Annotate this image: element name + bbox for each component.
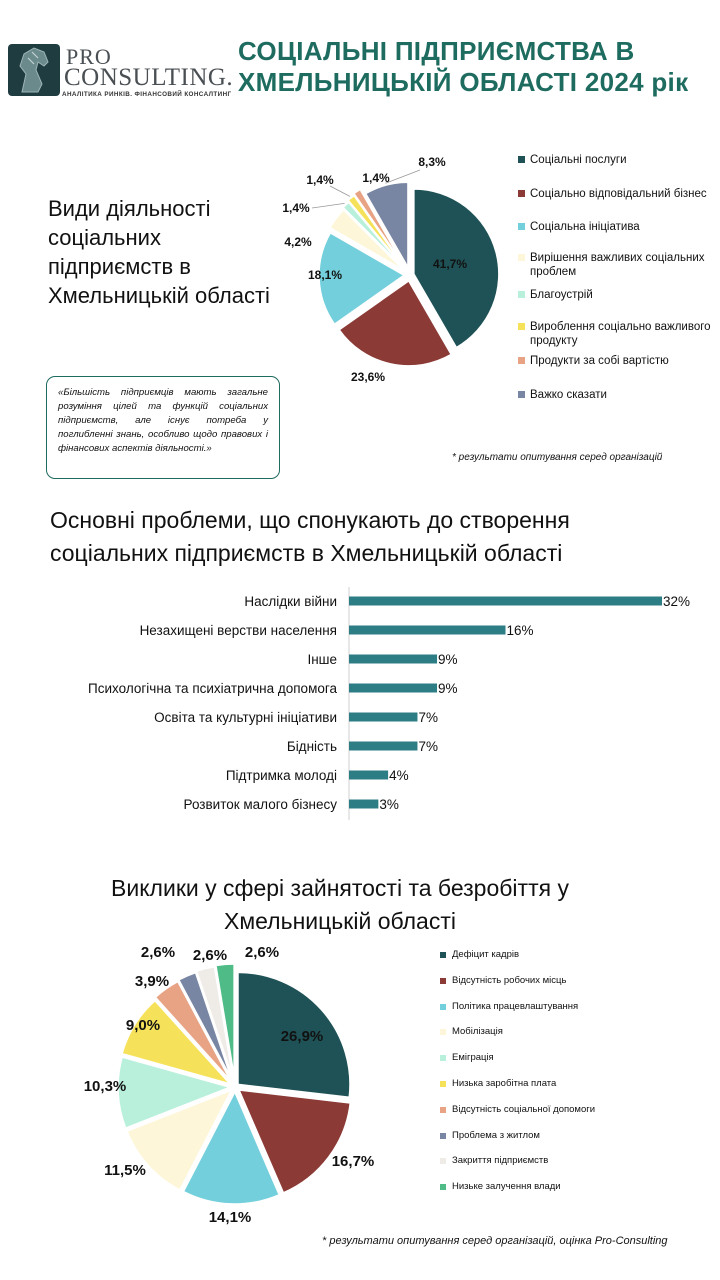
legend-item [518,388,607,402]
legend-label: Низьке залучення влади [452,1181,561,1193]
horse-logo-icon [8,44,60,96]
page-header [0,0,720,110]
pie-data-label: 3,9% [134,973,170,990]
pie-data-label: 23,6% [350,370,386,384]
legend-label: Важко сказати [530,389,607,401]
legend-label: Соціально відповідальний бізнес [530,188,707,200]
employment-challenges-legend [440,949,700,1207]
legend-swatch [440,1158,446,1164]
legend-swatch [440,1184,446,1190]
bar-value-label: 7% [418,739,438,754]
legend-swatch [518,391,525,398]
bar-category-label: Психологічна та психіатрична допомога [88,681,337,696]
bar-value-label: 9% [438,681,458,696]
legend-label: Мобілізація [452,1026,503,1038]
bar-category-label: Інше [307,652,337,667]
pie-leader-line [312,203,345,208]
legend-label: Еміграція [452,1052,494,1064]
legend-item [440,1155,700,1181]
legend-swatch [440,1055,446,1061]
logo-text-pro: PRO [66,44,112,69]
bar-value-label: 3% [379,797,399,812]
legend-item [518,354,669,368]
legend-swatch [440,952,446,958]
logo-tagline: АНАЛІТИКА РИНКІВ. ФІНАНСОВИЙ КОНСАЛТИНГ [62,91,232,98]
section2-title: Основні проблеми, що спонукають до створення соціальних підприємств в Хмельницькій області [50,507,570,566]
legend-swatch [440,978,446,984]
legend-label: Вирішення важливих соціальних проблем [530,252,705,278]
pie-data-label: 1,4% [362,171,390,185]
bar [349,626,506,635]
bar [349,684,437,693]
logo-text-consulting: CONSULTING. [64,64,234,91]
pie-data-label: 8,3% [418,155,446,169]
pie-leader-line [386,170,420,183]
bar-value-label: 16% [506,623,534,638]
legend-swatch [518,357,525,364]
legend-swatch [440,1081,446,1087]
legend-label: Відсутність соціальної допомоги [452,1103,596,1115]
legend-item [440,1026,700,1052]
legend-label: Закриття підприємств [452,1155,549,1167]
bar-value-label: 32% [663,594,691,609]
pie-data-label: 41,7% [432,257,468,271]
bar-category-label: Розвиток малого бізнесу [183,797,337,812]
legend-swatch [518,156,525,163]
legend-label: Політика працевлаштування [452,1000,579,1012]
section1-note: * результати опитування серед організацій [452,452,663,463]
section3-note: * результати опитування серед організацій, оцінка Pro-Consulting [322,1235,668,1247]
bar-category-label: Освіта та культурні ініціативи [154,710,337,725]
legend-item [440,1130,700,1156]
bar [349,771,388,780]
legend-label: Відсутність робочих місць [452,974,567,986]
legend-swatch [518,190,525,197]
pie-data-label: 18,1% [307,268,343,282]
activity-types-pie-chart [250,150,510,390]
legend-item [440,1078,700,1104]
pie-data-label: 2,6% [244,944,280,961]
legend-label: Продукти за собі вартістю [530,355,669,367]
legend-swatch [518,223,525,230]
legend-item [518,153,627,167]
bar [349,713,417,722]
legend-label: Проблема з житлом [452,1129,540,1141]
legend-swatch [518,254,525,261]
pie-data-label: 4,2% [284,235,312,249]
legend-item [518,220,640,234]
bar-value-label: 9% [438,652,458,667]
bar-category-label: Наслідки війни [244,594,337,609]
legend-item [518,320,718,348]
quote-text: «Більшість підприємців мають загальне розуміння цілей та функцій соціальних підприємств, але існує потреба у поглибленні знань, особливо щодо правових і фінансових аспектів діяльності.» [58,387,268,454]
legend-item [440,949,700,975]
pie-data-label: 14,1% [208,1209,252,1226]
employment-challenges-pie-chart [60,935,390,1235]
legend-label: Дефіцит кадрів [452,949,520,960]
legend-label: Низька заробітна плата [452,1077,557,1089]
quote-box [46,376,280,479]
legend-item [440,1181,700,1207]
pie-data-label: 1,4% [282,201,310,215]
section3-title: Виклики у сфері зайнятості та безробіття у Хмельницькій області [111,875,569,934]
pie-data-label: 26,9% [280,1028,324,1045]
pie-data-label: 10,3% [83,1078,127,1095]
bar [349,742,417,751]
bar [349,800,378,809]
legend-swatch [440,1133,446,1139]
legend-label: Вироблення соціально важливого продукту [530,321,711,347]
pie-leader-line [330,186,350,196]
bar-category-label: Бідність [286,739,337,754]
legend-item [518,288,593,302]
bar-value-label: 7% [418,710,438,725]
pie-data-label: 1,4% [306,173,334,187]
pie-data-label: 2,6% [192,947,228,964]
legend-item [440,1052,700,1078]
bar-category-label: Незахищені верстви населення [139,623,337,638]
legend-swatch [440,1107,446,1113]
pie-data-label: 9,0% [125,1017,161,1034]
legend-swatch [518,291,525,298]
page-title: СОЦІАЛЬНІ ПІДПРИЄМСТВА В ХМЕЛЬНИЦЬКІЙ ОБЛАСТІ 2024 рік [238,36,689,97]
legend-swatch [518,323,525,330]
legend-label: Соціальні послуги [530,154,627,166]
legend-item [518,187,707,201]
bar-category-label: Підтримка молоді [225,768,337,783]
section1-title: Види діяльності соціальних підприємств в Хмельницькій області [48,196,270,308]
legend-label: Соціальна ініціатива [530,221,640,233]
pie-data-label: 11,5% [104,1162,146,1179]
pie-data-label: 2,6% [140,944,176,961]
bar [349,597,662,606]
legend-item [440,1104,700,1130]
problems-bar-chart [0,585,720,825]
legend-swatch [440,1004,446,1010]
legend-swatch [440,1029,446,1035]
bar [349,655,437,664]
legend-item [518,251,718,279]
bar-value-label: 4% [389,768,409,783]
legend-item [440,975,700,1001]
legend-label: Благоустрій [530,289,593,301]
legend-item [440,1001,700,1027]
pie-data-label: 16,7% [331,1153,375,1170]
